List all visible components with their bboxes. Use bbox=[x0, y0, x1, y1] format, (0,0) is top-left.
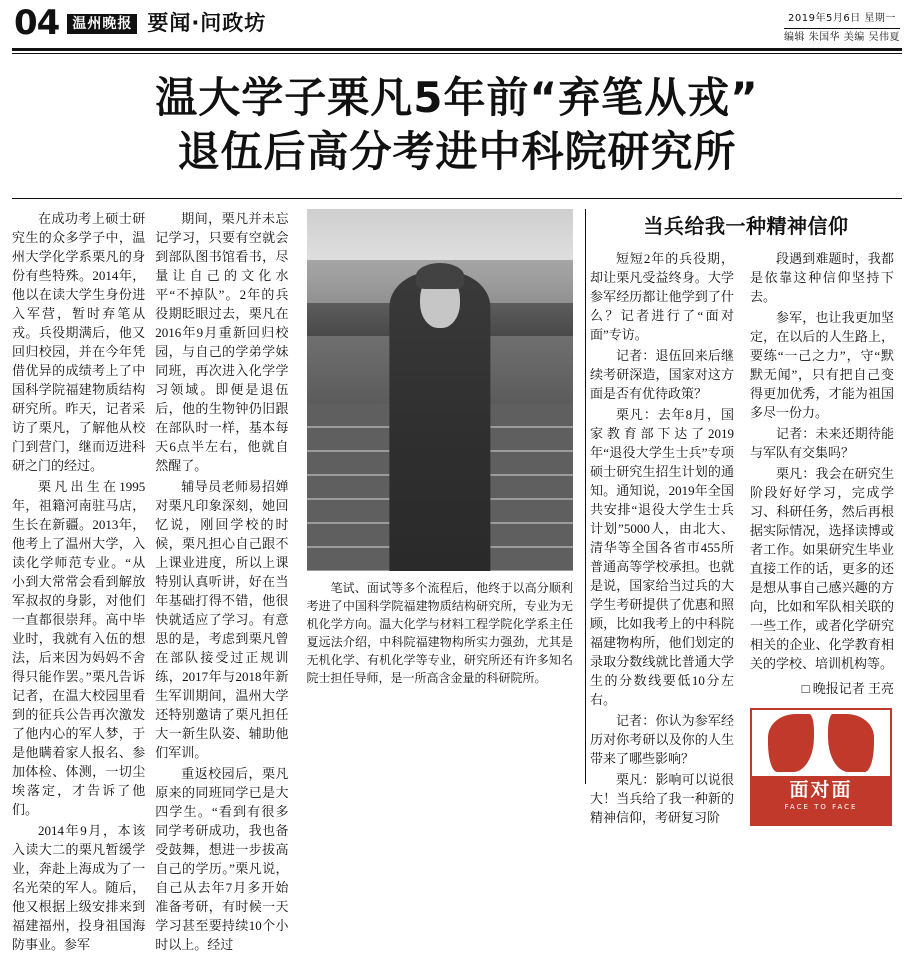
sidebar-article bbox=[590, 209, 902, 825]
sidebar-title: 当兵给我一种精神信仰 bbox=[643, 214, 849, 238]
headline bbox=[0, 54, 914, 184]
paragraph: 段遇到难题时，我都是依靠这种信仰坚持下去。 bbox=[750, 251, 894, 304]
photo-military-cap bbox=[416, 263, 464, 288]
publication-date: 2019年5月6日 星期一 bbox=[784, 12, 900, 29]
paragraph: 2014年9月，本该入读大二的栗凡暂缓学业，奔赴上海成为了一名光荣的军人。随后，他又根据上级安排来到福建福州，投身祖国海防事业。参军 bbox=[12, 823, 146, 952]
masthead bbox=[0, 0, 914, 46]
paragraph: 栗凡：去年8月，国家教育部下达了2019年“退役大学生士兵”专项硕士研究生招生计划的通知。通知说，2019年全国共安排“退役大学生士兵计划”5000人，由北大、清华等全国各省市455所普通高等学校承担。也就是说，国家给当过兵的大学生考研提供了优惠和照顾，比如我考上的中科院福建物构所，他们划定的录取分数线就比普通大学生的分数线要低10分左右。 bbox=[590, 407, 734, 707]
paragraph: 在成功考上硕士研究生的众多学子中，温州大学化学系栗凡的身份有些特殊。2014年，他以在读大学生身份进入军营，暂时弃笔从戎。兵役期满后，他又回归校园，并在今年凭借优异的成绩考上了中国科学院福建物质结构研究所。昨天，记者采访了栗凡，了解他从校门到营门，继而迈进科研之门的经过。 bbox=[12, 211, 146, 473]
masthead-meta bbox=[784, 6, 900, 45]
face-to-face-icon bbox=[752, 710, 890, 776]
sidebar-columns bbox=[590, 249, 902, 827]
page-number: 04 bbox=[14, 3, 60, 43]
headline-line-2: 退伍后高分考进中科院研究所 bbox=[177, 127, 737, 176]
text-column-2 bbox=[155, 209, 298, 952]
face-left-icon bbox=[768, 714, 814, 772]
paragraph: 辅导员老师易招婵对栗凡印象深刻，她回忆说，刚回学校的时候，栗凡担心自己跟不上课业进度，所以上课特别认真听讲，好在当年基础打得不错，他很快就适应了学习。有意思的是，考虑到栗凡曾在部队接受过正规训练，2017年与2018年新生军训期间，温州大学还特别邀请了栗凡担任大一新生队姿、辅助他们军训。 bbox=[155, 479, 289, 760]
photo-caption bbox=[307, 579, 574, 687]
paragraph: 重返校园后，栗凡原来的同班同学已是大四学生。“看到有很多同学考研成功，我也备受鼓舞，想进一步拔高自己的学历。”栗凡说，自己从去年7月多开始准备考研，有时候一天学习甚至要持续10个小时以上。经过 bbox=[155, 766, 289, 952]
photo-caption-text: 笔试、面试等多个流程后，他终于以高分顺利考进了中国科学院福建物质结构研究所，专业为无机化学方向。温大化学与材料工程学院化学系主任夏远法介绍，中科院福建物构所实力强劲，尤其是无机化学、有机化学等专业，研究所还有许多知名院士担任导师，是一所高含金量的科研院所。 bbox=[306, 581, 573, 685]
paragraph: 短短2年的兵役期，却让栗凡受益终身。大学参军经历都让他学到了什么？记者进行了“面对面”专访。 bbox=[590, 251, 734, 342]
paragraph: 栗凡：影响可以说很大！当兵给了我一种新的精神信仰，考研复习阶 bbox=[590, 772, 734, 825]
paragraph: 栗凡：我会在研究生阶段好好学习，完成学习、科研任务，然后再根据实际情况，选择读博或者工作。如果研究生毕业直接工作的话，更多的还是想从事自己感兴趣的方向，比如和军队相关联的一些工作，或者化学研究相关的企业、化学教育相关的学校、培训机构等。 bbox=[750, 466, 894, 671]
text-column-1 bbox=[12, 209, 155, 952]
paragraph: 期间，栗凡并未忘记学习，只要有空就会到部队图书馆看书，尽量让自己的文化水平“不掉队”。2年的兵役期眨眼过去，栗凡在2016年9月重新回归校园，与自己的学弟学妹同班，再次进入化学学习领域。即便是退伍后，他的生物钟仍旧跟在部队时一样，基本每天6点半左右，他就自然醒了。 bbox=[155, 211, 289, 473]
sidebar-title-wrap bbox=[590, 213, 902, 239]
face-to-face-logo bbox=[750, 708, 892, 826]
face-to-face-en: FACE TO FACE bbox=[784, 803, 858, 811]
paragraph: 记者：退伍回来后继续考研深造，国家对这方面是否有优待政策？ bbox=[590, 348, 734, 401]
paragraph: 参军，也让我更加坚定，在以后的人生路上，要练“一己之力”，守“默默无闻”，只有把自己变得更加优秀，才能为祖国多尽一份力。 bbox=[750, 310, 894, 420]
article-body bbox=[0, 199, 914, 952]
sidebar-column-left bbox=[590, 249, 742, 827]
column-divider bbox=[585, 209, 586, 784]
paragraph: 记者：你认为参军经历对你考研以及你的人生带来了哪些影响？ bbox=[590, 713, 734, 766]
paragraph: 栗凡出生在1995年，祖籍河南驻马店，生长在新疆。2013年，他考上了温州大学，入读化学师范专业。“从小到大常常会看到解放军叔叔的身影，对他们一直都很崇拜。高中毕业时，我就有入伍的想法，后来因为妈妈不舍得只能作罢。”栗凡告诉记者，在温大校园里看到的征兵公告再次激发了他内心的军人梦，于是他瞒着家人报名、参加体检、体测，一切尘埃落定，才告诉了他们。 bbox=[12, 479, 146, 817]
face-right-icon bbox=[828, 714, 874, 772]
face-to-face-zh: 面对面 bbox=[789, 779, 853, 801]
soldier-saluting-photo bbox=[307, 209, 574, 571]
headline-line-1: 温大学子栗凡5年前“弃笔从戎” bbox=[155, 73, 759, 122]
photo-column bbox=[299, 209, 582, 784]
paper-name-badge: 温州晚报 bbox=[67, 14, 137, 34]
editor-credits: 编辑 朱国华 美编 吴伟夏 bbox=[783, 32, 900, 43]
masthead-rule-thick bbox=[12, 48, 902, 51]
byline: □ 晚报记者 王亮 bbox=[801, 681, 894, 696]
sidebar-column-right bbox=[742, 249, 894, 827]
paragraph: 记者：未来还期待能与军队有交集吗？ bbox=[750, 426, 894, 460]
section-title: 要闻·问政坊 bbox=[147, 11, 267, 35]
